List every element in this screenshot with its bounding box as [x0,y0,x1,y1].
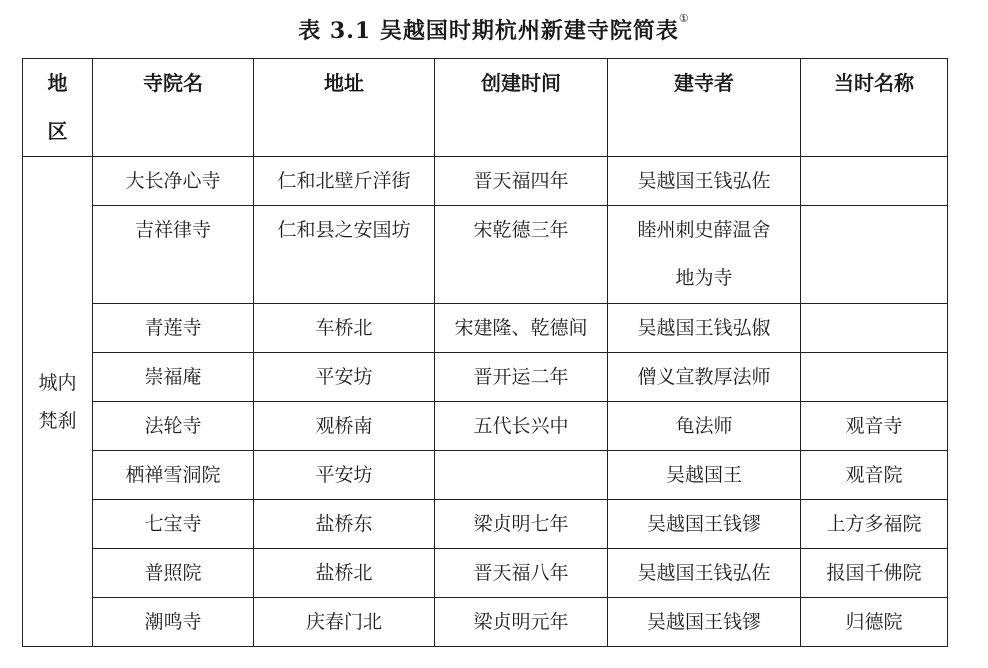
region-cell [23,157,93,647]
temple-current-name: 观音寺 [801,402,948,451]
temple-founder-line1: 睦州刺史薛温舍 [637,219,771,241]
table-row [23,549,948,598]
temple-name: 栖禅雪洞院 [93,451,254,500]
temple-time: 晋开运二年 [435,353,608,402]
temple-current-name: 上方多福院 [801,500,948,549]
temple-name: 法轮寺 [93,402,254,451]
temple-time: 晋天福四年 [435,157,608,206]
temple-founder [608,206,801,304]
temple-founder: 吴越国王 [608,451,801,500]
temple-founder: 吴越国王钱弘俶 [608,304,801,353]
table-row [23,598,948,647]
temple-table [22,58,948,647]
temple-address: 仁和县之安国坊 [254,206,435,304]
temple-current-name [801,304,948,353]
temple-founder: 僧义宣教厚法师 [608,353,801,402]
temple-name: 青莲寺 [93,304,254,353]
region-line2: 梵刹 [38,409,77,432]
header-address: 地址 [254,59,435,157]
temple-founder: 吴越国王钱弘佐 [608,549,801,598]
temple-address: 仁和北壁斤洋街 [254,157,435,206]
temple-name: 崇福庵 [93,353,254,402]
temple-address: 平安坊 [254,353,435,402]
temple-current-name: 观音院 [801,451,948,500]
temple-founder-line2: 地为寺 [675,267,733,289]
region-line1: 城内 [38,371,77,394]
temple-time [435,451,608,500]
temple-time: 晋天福八年 [435,549,608,598]
temple-founder: 吴越国王钱弘佐 [608,157,801,206]
temple-time: 五代长兴中 [435,402,608,451]
header-region-line1: 地 [47,71,68,95]
temple-address: 盐桥东 [254,500,435,549]
temple-address: 平安坊 [254,451,435,500]
header-current-name: 当时名称 [801,59,948,157]
temple-current-name: 归德院 [801,598,948,647]
header-region [23,59,93,157]
temple-address: 车桥北 [254,304,435,353]
temple-address: 观桥南 [254,402,435,451]
table-row [23,353,948,402]
temple-address: 盐桥北 [254,549,435,598]
table-row [23,304,948,353]
temple-time: 梁贞明七年 [435,500,608,549]
header-region-line2: 区 [47,119,68,143]
temple-founder: 龟法师 [608,402,801,451]
temple-current-name: 报国千佛院 [801,549,948,598]
temple-address: 庆春门北 [254,598,435,647]
temple-name: 普照院 [93,549,254,598]
table-row [23,206,948,304]
temple-time: 梁贞明元年 [435,598,608,647]
temple-founder: 吴越国王钱镠 [608,500,801,549]
temple-current-name [801,157,948,206]
table-title: 表 3.1 吴越国时期杭州新建寺院简表 [298,18,679,44]
table-row [23,500,948,549]
header-time: 创建时间 [435,59,608,157]
header-row [23,59,948,157]
temple-founder: 吴越国王钱镠 [608,598,801,647]
temple-time: 宋建隆、乾德间 [435,304,608,353]
table-caption [0,14,988,45]
temple-current-name [801,206,948,304]
temple-name: 吉祥律寺 [93,206,254,304]
table-row [23,451,948,500]
temple-name: 大长净心寺 [93,157,254,206]
footnote-marker: ① [678,12,690,25]
table-row [23,157,948,206]
table-row [23,402,948,451]
temple-name: 潮鸣寺 [93,598,254,647]
temple-time: 宋乾德三年 [435,206,608,304]
temple-name: 七宝寺 [93,500,254,549]
header-name: 寺院名 [93,59,254,157]
temple-current-name [801,353,948,402]
header-founder: 建寺者 [608,59,801,157]
